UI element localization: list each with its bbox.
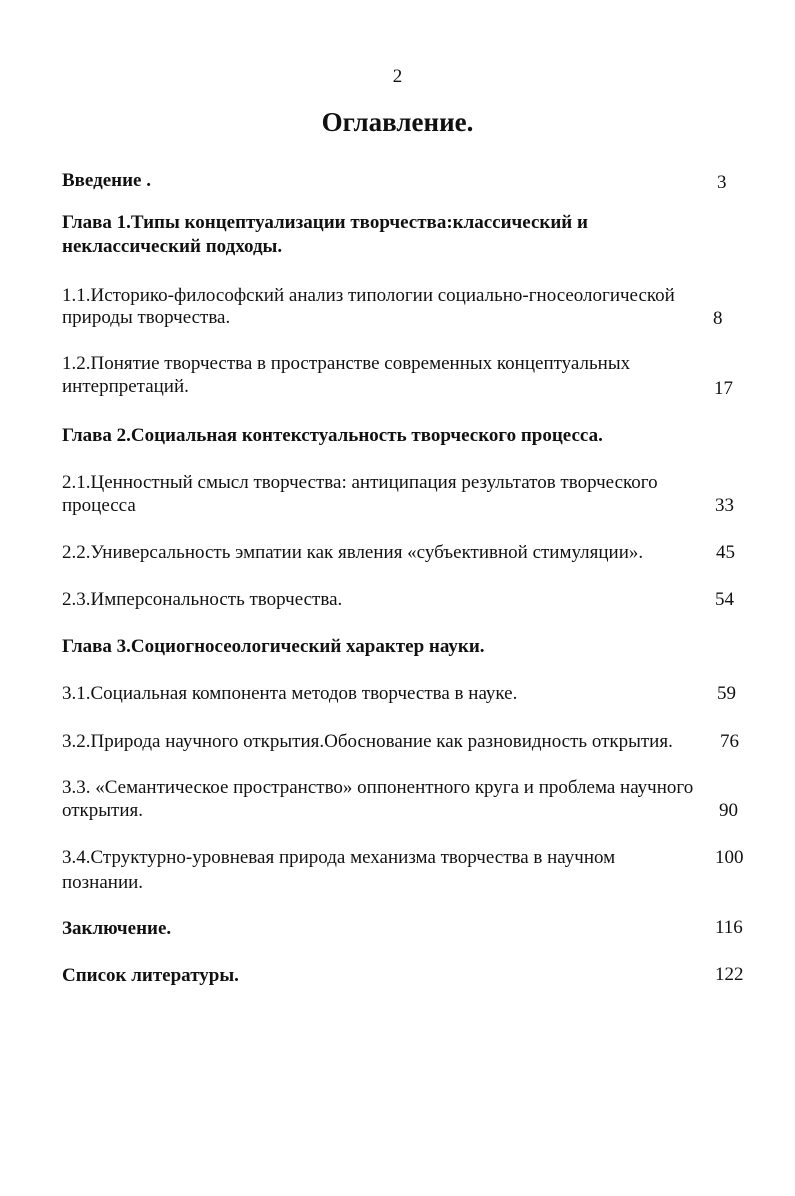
toc-page-3-3: 90 <box>719 800 738 821</box>
toc-section-3-3-line-1: 3.3. «Семантическое пространство» оппонентного круга и проблема научного <box>62 777 694 798</box>
toc-page-3-2: 76 <box>720 731 739 752</box>
page-number: 2 <box>392 66 403 87</box>
toc-page-2-2: 45 <box>716 542 735 563</box>
toc-section-3-1: 3.1.Социальная компонента методов творчества в науке. <box>62 683 518 704</box>
toc-entry-conclusion: Заключение. <box>62 918 172 939</box>
toc-section-1-2-line-2: интерпретаций. <box>62 376 189 397</box>
toc-entry-bibliography: Список литературы. <box>62 965 239 986</box>
toc-section-2-1-line-2: процесса <box>62 495 136 516</box>
toc-page-1-1: 8 <box>713 308 723 329</box>
toc-section-2-2: 2.2.Универсальность эмпатии как явления «субъективной стимуляции». <box>62 542 644 563</box>
toc-section-3-4-line-2: познании. <box>62 872 144 893</box>
toc-entry-introduction: Введение . <box>62 170 151 191</box>
toc-page-bibliography: 122 <box>715 964 744 985</box>
toc-section-2-1-line-1: 2.1.Ценностный смысл творчества: антиципация результатов творческого <box>62 472 658 493</box>
toc-section-3-4-line-1: 3.4.Структурно-уровневая природа механизма творчества в научном <box>62 847 616 868</box>
toc-page-introduction: 3 <box>717 172 727 193</box>
toc-section-2-3: 2.3.Имперсональность творчества. <box>62 589 343 610</box>
page-title: Оглавление. <box>321 107 474 137</box>
toc-page-2-3: 54 <box>715 589 734 610</box>
toc-section-1-1-line-2: природы творчества. <box>62 307 231 328</box>
toc-page-2-1: 33 <box>715 495 734 516</box>
toc-page-3-1: 59 <box>717 683 736 704</box>
toc-chapter-1-line-2: неклассический подходы. <box>62 236 283 257</box>
toc-section-3-2: 3.2.Природа научного открытия.Обоснование как разновидность открытия. <box>62 731 673 752</box>
toc-section-1-1-line-1: 1.1.Историко-философский анализ типологии социально-гносеологической <box>62 285 675 306</box>
toc-chapter-1-line-1: Глава 1.Типы концептуализации творчества:классический и <box>62 212 588 233</box>
toc-chapter-3: Глава 3.Социогносеологический характер науки. <box>62 636 485 657</box>
toc-section-3-3-line-2: открытия. <box>62 800 144 821</box>
toc-page-3-4: 100 <box>715 847 744 868</box>
toc-section-1-2-line-1: 1.2.Понятие творчества в пространстве современных концептуальных <box>62 353 631 374</box>
toc-page-1-2: 17 <box>714 378 733 399</box>
toc-page-conclusion: 116 <box>715 917 743 938</box>
toc-chapter-2: Глава 2.Социальная контекстуальность творческого процесса. <box>62 425 603 446</box>
